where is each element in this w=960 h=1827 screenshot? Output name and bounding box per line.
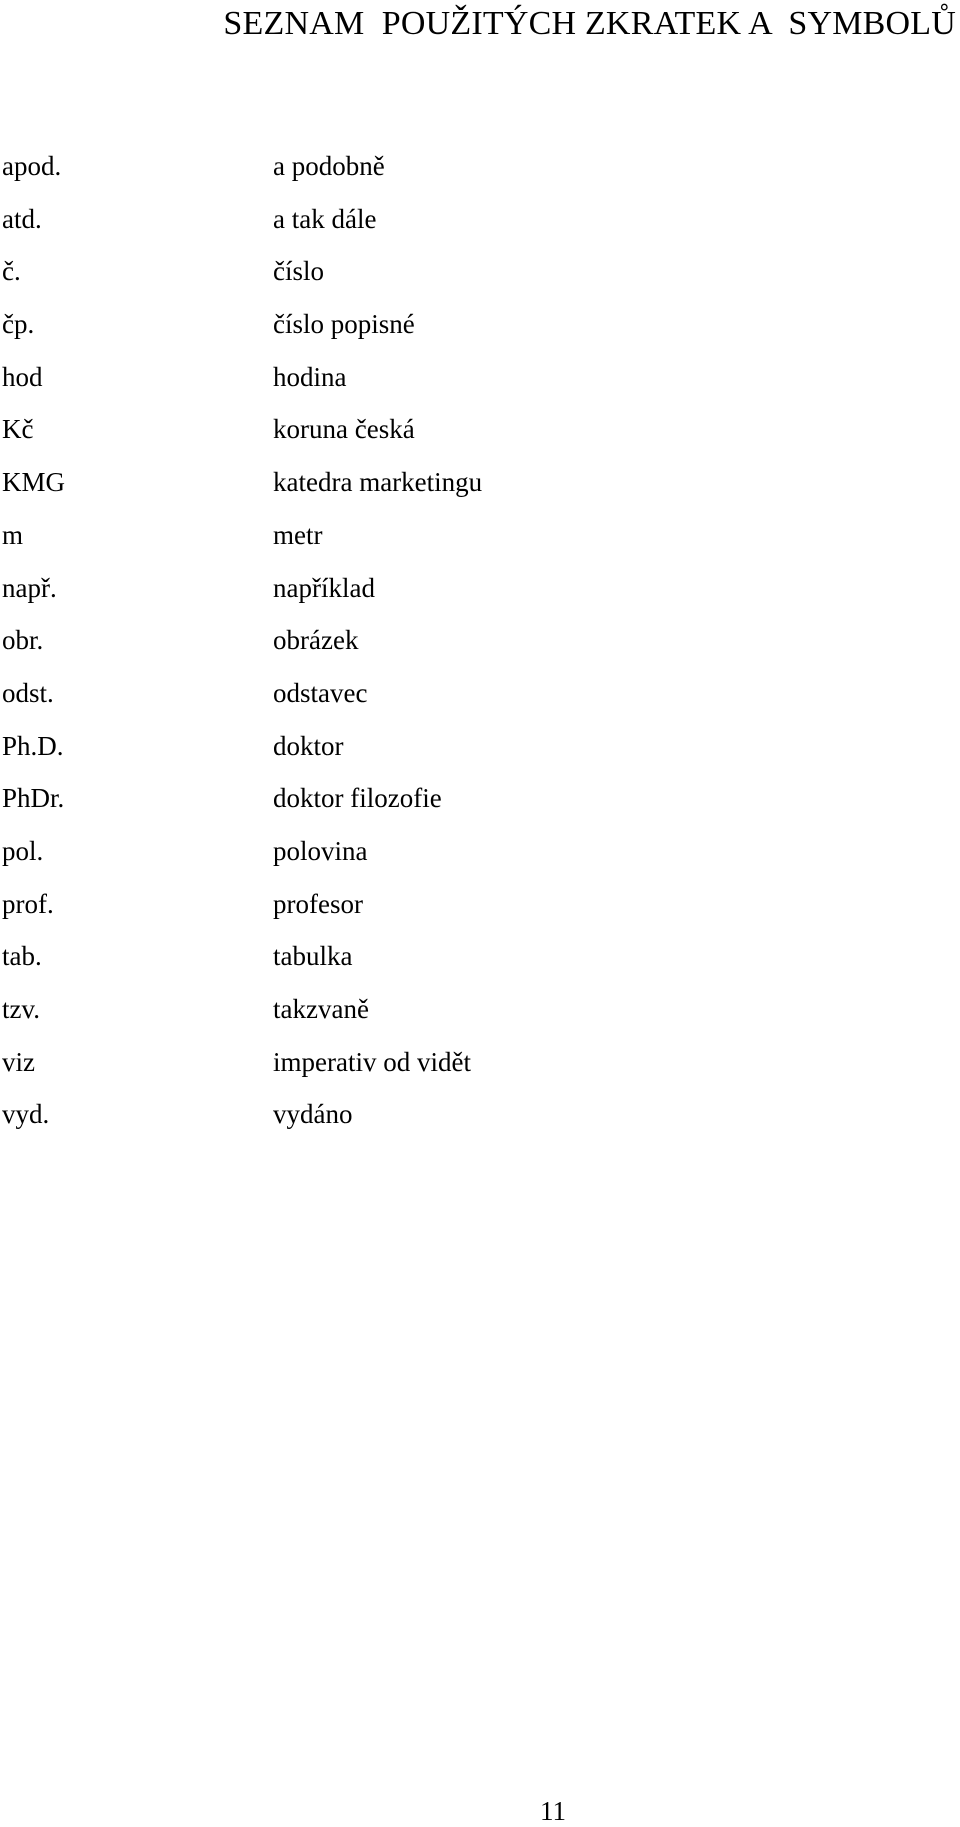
abbreviation: tzv. xyxy=(2,994,40,1024)
abbreviation-meaning: tabulka xyxy=(273,941,353,972)
abbreviation: tab. xyxy=(2,941,42,972)
abbreviation-meaning: profesor xyxy=(273,888,363,919)
page-title: SEZNAM POUŽITÝCH ZKRATEK A SYMBOLŮ xyxy=(223,5,956,42)
list-item xyxy=(0,831,960,884)
list-item xyxy=(0,884,960,937)
abbreviation-list xyxy=(0,146,960,1147)
abbreviation: m xyxy=(2,519,24,550)
list-item xyxy=(0,1042,960,1095)
page-number: 11 xyxy=(540,1796,566,1826)
abbreviation: čp. xyxy=(2,309,35,340)
list-item xyxy=(0,568,960,621)
abbreviation-meaning: polovina xyxy=(273,835,368,866)
abbreviation-meaning: doktor xyxy=(273,730,344,761)
abbreviation: č. xyxy=(2,256,21,287)
abbreviation: Ph.D. xyxy=(2,730,64,761)
list-item xyxy=(0,989,960,1042)
list-item xyxy=(0,409,960,462)
abbreviation-meaning: a tak dále xyxy=(273,203,377,234)
abbreviation-meaning: metr xyxy=(273,519,323,550)
list-item xyxy=(0,304,960,357)
abbreviation: apod. xyxy=(2,151,62,181)
abbreviation: obr. xyxy=(2,625,44,656)
list-item xyxy=(0,199,960,252)
abbreviation: odst. xyxy=(2,677,54,708)
abbreviation-meaning: takzvaně xyxy=(273,994,369,1024)
abbreviation-meaning: číslo xyxy=(273,256,324,287)
abbreviation: např. xyxy=(2,572,57,603)
abbreviation: viz xyxy=(2,1046,35,1077)
abbreviation-meaning: vydáno xyxy=(273,1099,353,1130)
list-item xyxy=(0,936,960,989)
list-item xyxy=(0,778,960,831)
list-item xyxy=(0,726,960,779)
abbreviation-meaning: obrázek xyxy=(273,625,359,656)
abbreviation: pol. xyxy=(2,835,44,866)
list-item xyxy=(0,251,960,304)
abbreviation: vyd. xyxy=(2,1099,50,1130)
abbreviation-meaning: katedra marketingu xyxy=(273,467,483,498)
list-item xyxy=(0,462,960,515)
abbreviation-meaning: hodina xyxy=(273,361,347,392)
abbreviation-meaning: koruna česká xyxy=(273,414,415,445)
list-item xyxy=(0,1094,960,1147)
list-item xyxy=(0,673,960,726)
abbreviation: KMG xyxy=(2,467,66,498)
abbreviation: atd. xyxy=(2,203,42,234)
abbreviation-meaning: doktor filozofie xyxy=(273,783,442,814)
abbreviation: Kč xyxy=(2,414,34,445)
abbreviation-meaning: a podobně xyxy=(273,151,385,181)
list-item xyxy=(0,620,960,673)
abbreviation: hod xyxy=(2,361,43,392)
abbreviation-meaning: číslo popisné xyxy=(273,309,415,340)
abbreviation-meaning: například xyxy=(273,572,375,603)
abbreviation: prof. xyxy=(2,888,54,919)
list-item xyxy=(0,357,960,410)
abbreviation-meaning: odstavec xyxy=(273,677,368,708)
abbreviation-meaning: imperativ od vidět xyxy=(273,1046,471,1077)
list-item xyxy=(0,515,960,568)
abbreviation: PhDr. xyxy=(2,783,65,814)
list-item xyxy=(0,146,960,199)
